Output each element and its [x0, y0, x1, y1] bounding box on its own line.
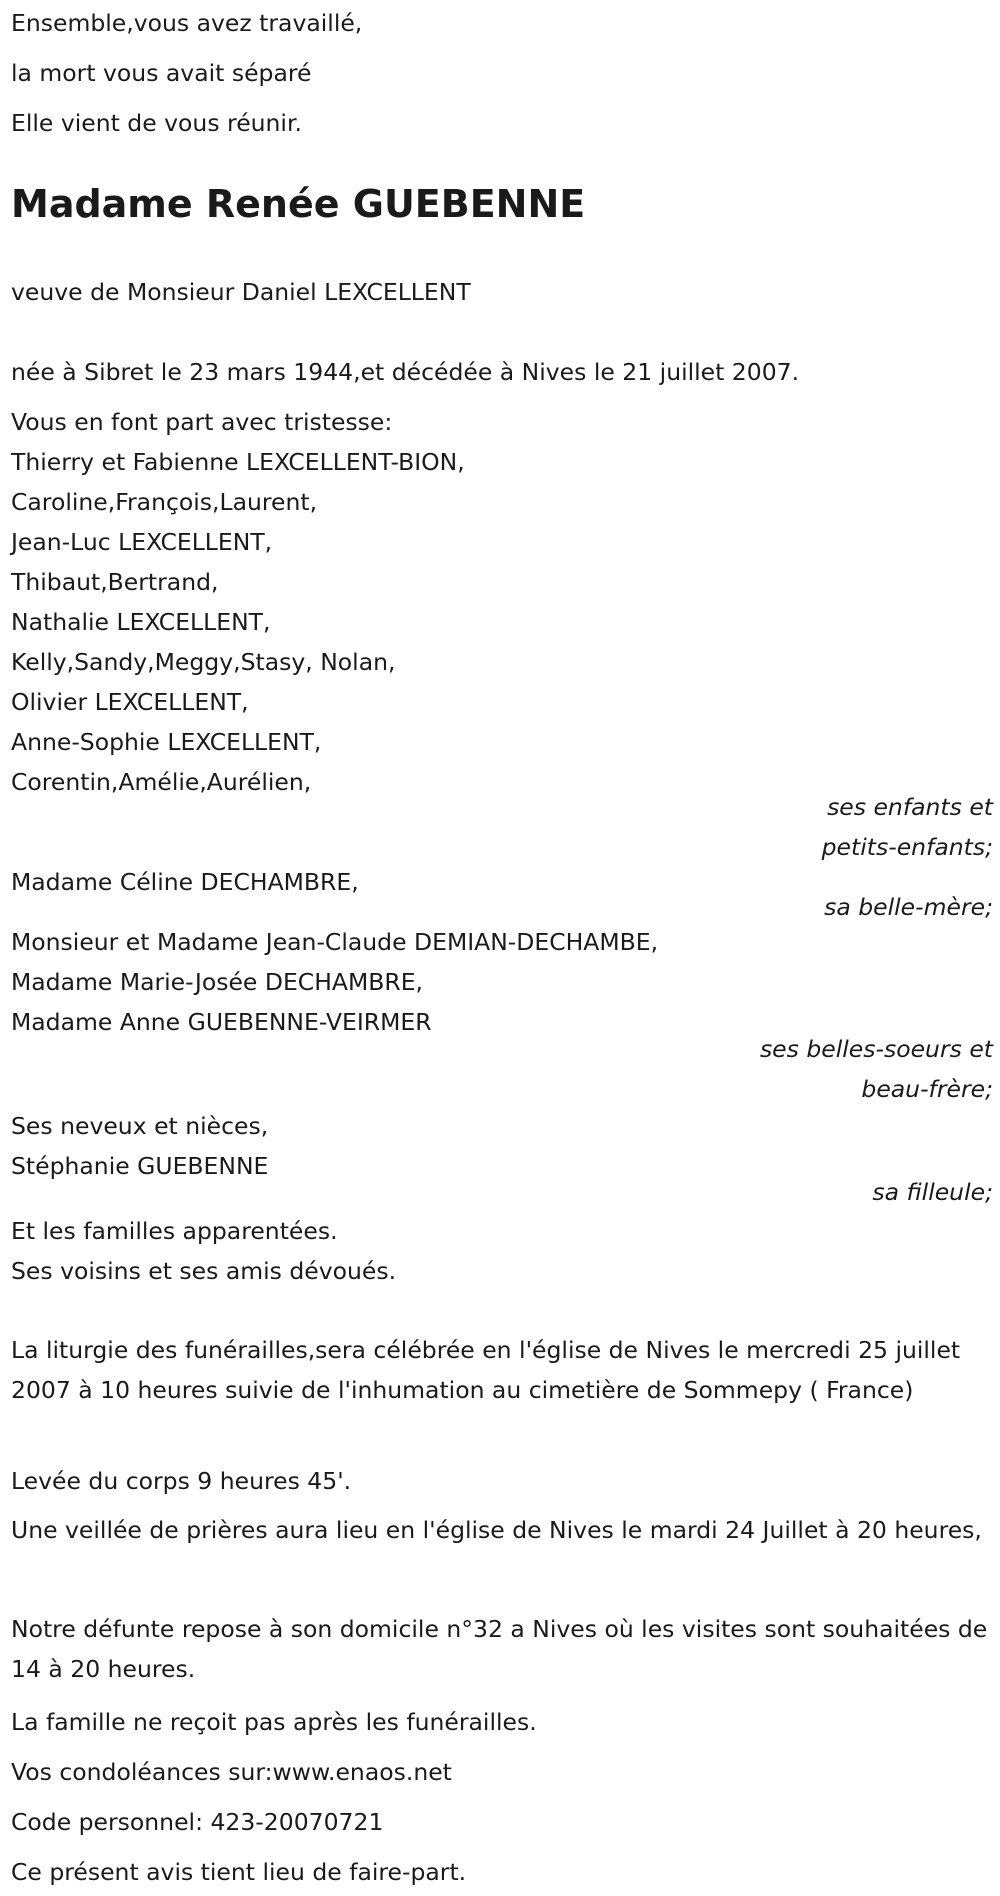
personal-code: Code personnel: 423-20070721: [11, 1808, 384, 1836]
relation-mother-in-law: sa belle-mère;: [824, 893, 993, 921]
notice-line: Ce présent avis tient lieu de faire-part.: [11, 1858, 467, 1886]
children-line: Jean-Luc LEXCELLENT,: [11, 528, 273, 556]
announcement-intro: Vous en font part avec tristesse:: [11, 408, 393, 436]
children-line: Nathalie LEXCELLENT,: [11, 608, 271, 636]
condolences-line: [11, 1756, 452, 1788]
in-law-line: Monsieur et Madame Jean-Claude DEMIAN-DECHAMBE,: [11, 928, 659, 956]
children-line: Thierry et Fabienne LEXCELLENT-BION,: [11, 448, 465, 476]
relation-children: ses enfants et: [827, 793, 993, 821]
lifting-of-body: Levée du corps 9 heures 45'.: [11, 1467, 352, 1495]
children-line: Caroline,François,Laurent,: [11, 488, 318, 516]
children-line: Olivier LEXCELLENT,: [11, 688, 249, 716]
intro-line-2: la mort vous avait séparé: [11, 59, 312, 87]
relation-brother-in-law: beau-frère;: [861, 1075, 993, 1103]
no-reception: La famille ne reçoit pas après les funérailles.: [11, 1708, 537, 1736]
funeral-paragraph: La liturgie des funérailles,sera célébrée en l'église de Nives le mercredi 25 juillet 2007 à 10 heures suivie de l'inhumation au cimetière de Sommepy ( France): [11, 1336, 961, 1404]
children-line: Thibaut,Bertrand,: [11, 568, 219, 596]
visits-paragraph: Notre défunte repose à son domicile n°32 a Nives où les visites sont souhaitées de 14 à 20 heures.: [11, 1615, 988, 1683]
children-line: Kelly,Sandy,Meggy,Stasy, Nolan,: [11, 648, 396, 676]
children-line: Corentin,Amélie,Aurélien,: [11, 768, 312, 796]
deceased-name: Madame Renée GUEBENNE: [11, 182, 586, 226]
relation-sisters-in-law: ses belles-soeurs et: [759, 1035, 993, 1063]
nephews-nieces: Ses neveux et nièces,: [11, 1112, 269, 1140]
condolences-link[interactable]: Vos condoléances sur:www.enaos.net: [11, 1758, 452, 1786]
related-families: Et les familles apparentées.: [11, 1217, 338, 1245]
children-line: Anne-Sophie LEXCELLENT,: [11, 728, 322, 756]
in-law-line: Madame Marie-Josée DECHAMBRE,: [11, 968, 424, 996]
in-law-line: Madame Anne GUEBENNE-VEIRMER: [11, 1008, 432, 1036]
neighbours-friends: Ses voisins et ses amis dévoués.: [11, 1257, 397, 1285]
intro-line-3: Elle vient de vous réunir.: [11, 109, 302, 137]
mother-in-law: Madame Céline DECHAMBRE,: [11, 868, 359, 896]
intro-line-1: Ensemble,vous avez travaillé,: [11, 9, 363, 37]
goddaughter: Stéphanie GUEBENNE: [11, 1152, 269, 1180]
widow-of: veuve de Monsieur Daniel LEXCELLENT: [11, 278, 471, 306]
vigil-paragraph: Une veillée de prières aura lieu en l'église de Nives le mardi 24 Juillet à 20 heures,: [11, 1516, 982, 1544]
relation-goddaughter: sa filleule;: [872, 1178, 993, 1206]
relation-grandchildren: petits-enfants;: [821, 833, 993, 861]
birth-death: née à Sibret le 23 mars 1944,et décédée à Nives le 21 juillet 2007.: [11, 358, 800, 386]
